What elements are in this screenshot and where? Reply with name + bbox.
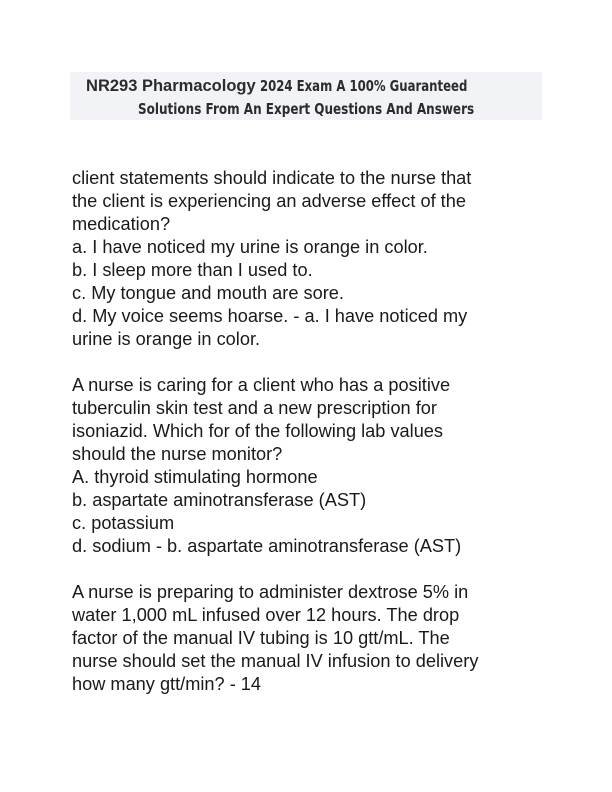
question-block-3	[72, 581, 552, 696]
question-block-1	[72, 167, 552, 351]
question-1-answer: urine is orange in color.	[72, 329, 261, 349]
question-1-option-b: b. I sleep more than I used to.	[72, 260, 313, 280]
question-1-option-d: d. My voice seems hoarse. - a. I have noticed my	[72, 306, 468, 326]
title-main: NR293 Pharmacology	[86, 77, 256, 95]
question-1-line-1: client statements should indicate to the nurse that	[72, 168, 472, 188]
question-2-line-4: should the nurse monitor?	[72, 444, 283, 464]
document-subtitle-line	[70, 98, 542, 121]
question-2-line-3: isoniazid. Which for of the following lab values	[72, 421, 444, 441]
question-1-line-2: the client is experiencing an adverse effect of the	[72, 191, 466, 211]
document-title	[70, 75, 542, 98]
question-3-line-3: factor of the manual IV tubing is 10 gtt/mL. The	[72, 628, 450, 648]
question-1-line-3: medication?	[72, 214, 171, 234]
question-3-answer: how many gtt/min? - 14	[72, 674, 262, 694]
question-2-option-d: d. sodium - b. aspartate aminotransferase (AST)	[72, 536, 462, 556]
question-2-option-b: b. aspartate aminotransferase (AST)	[72, 490, 367, 510]
document-header	[70, 72, 542, 120]
title-rest: 2024 Exam A 100% Guaranteed	[260, 77, 468, 95]
question-1-option-c: c. My tongue and mouth are sore.	[72, 283, 344, 303]
question-block-2	[72, 374, 552, 558]
question-3-line-4: nurse should set the manual IV infusion to delivery	[72, 651, 479, 671]
question-3-line-2: water 1,000 mL infused over 12 hours. The drop	[72, 605, 460, 625]
question-2-option-a: A. thyroid stimulating hormone	[72, 467, 318, 487]
question-2-option-c: c. potassium	[72, 513, 175, 533]
question-3-line-1: A nurse is preparing to administer dextrose 5% in	[72, 582, 469, 602]
question-2-line-2: tuberculin skin test and a new prescription for	[72, 398, 437, 418]
question-1-option-a: a. I have noticed my urine is orange in color.	[72, 237, 428, 257]
document-subtitle: Solutions From An Expert Questions And Answers	[137, 100, 475, 118]
document-body	[72, 167, 552, 719]
question-2-line-1: A nurse is caring for a client who has a positive	[72, 375, 451, 395]
